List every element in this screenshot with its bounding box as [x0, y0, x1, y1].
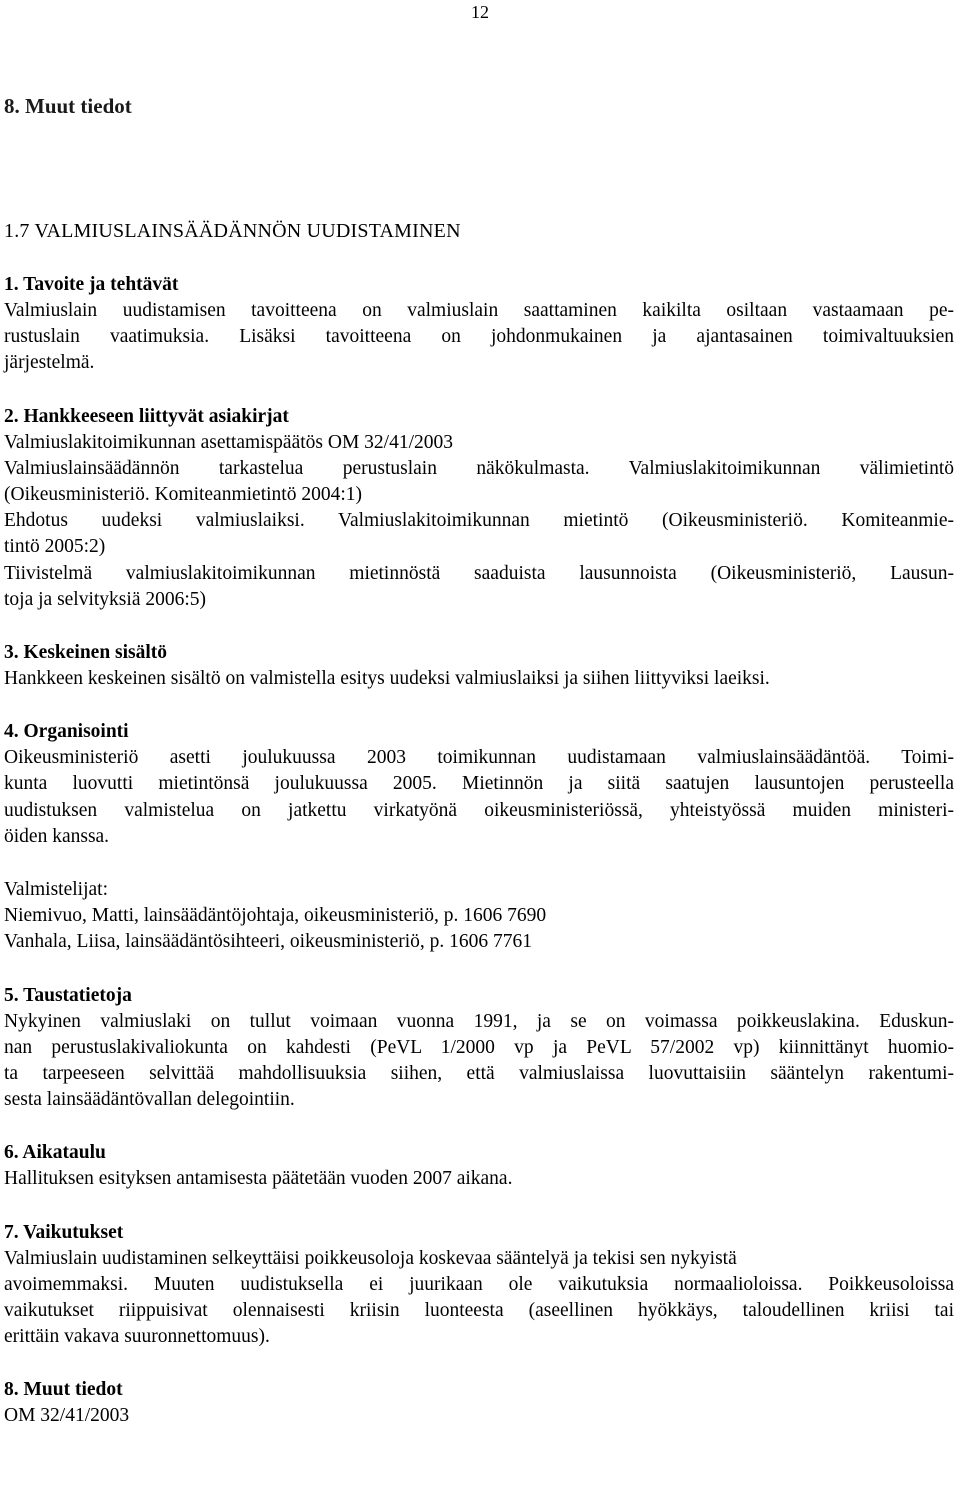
top-heading: 8. Muut tiedot	[4, 94, 132, 118]
page-number: 12	[471, 2, 489, 22]
text-line: (Oikeusministeriö. Komiteanmietintö 2004:1)	[4, 484, 362, 506]
preparers-label: Valmistelijat:	[4, 879, 108, 901]
section-heading: 2. Hankkeeseen liittyvät asiakirjat	[4, 405, 289, 427]
section-heading: 3. Keskeinen sisältö	[4, 642, 168, 664]
section-impacts	[4, 1220, 954, 1351]
section-documents	[4, 404, 954, 613]
text-line: Hallituksen esityksen antamisesta päätetään vuoden 2007 aikana.	[4, 1168, 513, 1190]
section-other-info	[4, 1377, 954, 1429]
preparer-entry: Vanhala, Liisa, lainsäädäntösihteeri, oikeusministeriö, p. 1606 7761	[4, 931, 533, 953]
text-line: avoimemmaksi. Muuten uudistuksella ei juurikaan ole vaikutuksia normaalioloissa. Poikkeusoloissa	[4, 1273, 954, 1295]
text-line: Hankkeen keskeinen sisältö on valmistella esitys uudeksi valmiuslaiksi ja siihen liittyviksi laeiksi.	[4, 668, 770, 690]
section-heading: 8. Muut tiedot	[4, 1379, 123, 1401]
section-heading: 1. Tavoite ja tehtävät	[4, 274, 179, 295]
section-goal	[4, 272, 954, 377]
section-heading: 6. Aikataulu	[4, 1142, 106, 1164]
text-line: Valmiuslain uudistamisen tavoitteena on valmiuslain saattaminen kaikilta osiltaan vastaamaan pe-	[4, 300, 954, 321]
text-line: Oikeusministeriö asetti joulukuussa 2003 toimikunnan uudistamaan valmiuslainsäädäntöä. Toimi-	[4, 747, 954, 769]
section-schedule	[4, 1140, 954, 1192]
text-line: OM 32/41/2003	[4, 1405, 130, 1427]
text-line: Valmiuslain uudistaminen selkeyttäisi poikkeusoloja koskevaa sääntelyä ja tekisi sen nykyistä	[4, 1247, 737, 1269]
text-line: Tiivistelmä valmiuslakitoimikunnan mietinnöstä saaduista lausunnoista (Oikeusministeriö, Lausun-	[4, 562, 954, 584]
section-background	[4, 983, 954, 1114]
section-heading: 4. Organisointi	[4, 721, 129, 743]
section-content	[4, 640, 954, 692]
text-line: Ehdotus uudeksi valmiuslaiksi. Valmiuslakitoimikunnan mietintö (Oikeusministeriö. Komiteanmie-	[4, 510, 954, 532]
text-line: toja ja selvityksiä 2006:5)	[4, 588, 207, 610]
text-line: erittäin vakava suuronnettomuus).	[4, 1326, 270, 1348]
section-heading: 5. Taustatietoja	[4, 984, 132, 1006]
document-body	[4, 92, 954, 1457]
text-line: kunta luovutti mietintönsä joulukuussa 2005. Mietinnön ja siitä saatujen lausuntojen perusteella	[4, 773, 954, 795]
text-line: tintö 2005:2)	[4, 536, 106, 558]
text-line: Valmiuslainsäädännön tarkastelua perustuslain näkökulmasta. Valmiuslakitoimikunnan välimietintö	[4, 457, 954, 479]
text-line: Nykyinen valmiuslaki on tullut voimaan vuonna 1991, ja se on voimassa poikkeuslakina. Eduskun-	[4, 1010, 954, 1032]
text-line: ta tarpeeseen selvittää mahdollisuuksia siihen, että valmiuslaissa luovuttaisiin sääntelyn rakentumi-	[4, 1063, 954, 1085]
text-line: Valmiuslakitoimikunnan asettamispäätös OM 32/41/2003	[4, 431, 453, 453]
section-heading: 7. Vaikutukset	[4, 1221, 124, 1243]
text-line: öiden kanssa.	[4, 825, 110, 847]
text-line: rustuslain vaatimuksia. Lisäksi tavoitteena on johdonmukainen ja ajantasainen toimivaltuuksien	[4, 326, 954, 348]
text-line: järjestelmä.	[4, 352, 95, 374]
section-organisation	[4, 719, 954, 850]
document-title: 1.7 VALMIUSLAINSÄÄDÄNNÖN UUDISTAMINEN	[4, 220, 461, 242]
text-line: uudistuksen valmistelua on jatkettu virkatyönä oikeusministeriössä, yhteistyössä muiden ministeri-	[4, 799, 954, 821]
text-line: nan perustuslakivaliokunta on kahdesti (PeVL 1/2000 vp ja PeVL 57/2002 vp) kiinnittänyt huomio-	[4, 1036, 954, 1058]
text-line: sesta lainsäädäntövallan delegointiin.	[4, 1089, 295, 1111]
text-line: vaikutukset riippuisivat olennaisesti kriisin luonteesta (aseellinen hyökkäys, taloudellinen kriisi tai	[4, 1300, 954, 1322]
preparer-entry: Niemivuo, Matti, lainsäädäntöjohtaja, oikeusministeriö, p. 1606 7690	[4, 905, 547, 927]
preparers-block	[4, 877, 954, 956]
